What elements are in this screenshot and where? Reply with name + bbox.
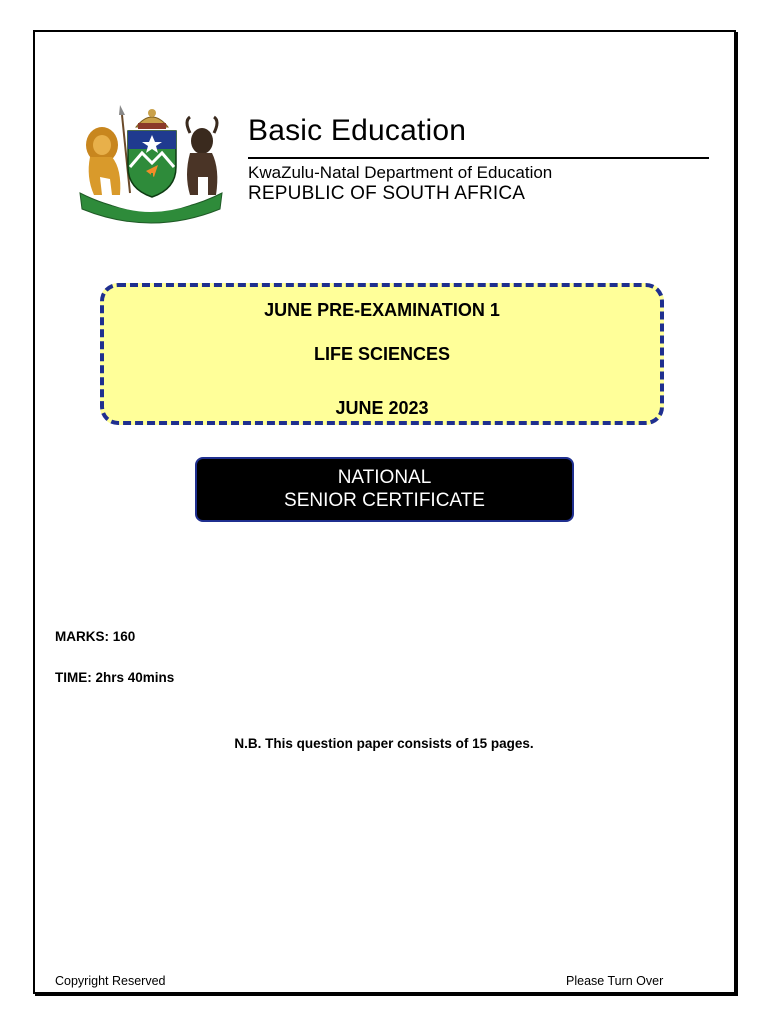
header-country: REPUBLIC OF SOUTH AFRICA: [248, 183, 526, 204]
marks-label: MARKS: 160: [55, 629, 136, 644]
exam-info-box: [100, 283, 664, 425]
exam-date: JUNE 2023: [335, 398, 429, 418]
header-title: Basic Education: [248, 114, 467, 147]
certificate-line-1: NATIONAL: [337, 467, 432, 488]
footer-copyright: Copyright Reserved: [55, 974, 166, 988]
header-divider: [248, 157, 709, 159]
coat-of-arms-icon: [72, 97, 230, 225]
header-department: KwaZulu-Natal Department of Education: [248, 163, 553, 182]
footer-turn-over: Please Turn Over: [566, 974, 664, 988]
exam-subject: LIFE SCIENCES: [313, 344, 451, 364]
certificate-banner: [195, 457, 574, 522]
time-label: TIME: 2hrs 40mins: [55, 670, 175, 685]
certificate-line-2: SENIOR CERTIFICATE: [284, 490, 485, 511]
page-count-note: N.B. This question paper consists of 15 pages.: [234, 736, 534, 751]
exam-title: JUNE PRE-EXAMINATION 1: [264, 300, 500, 320]
